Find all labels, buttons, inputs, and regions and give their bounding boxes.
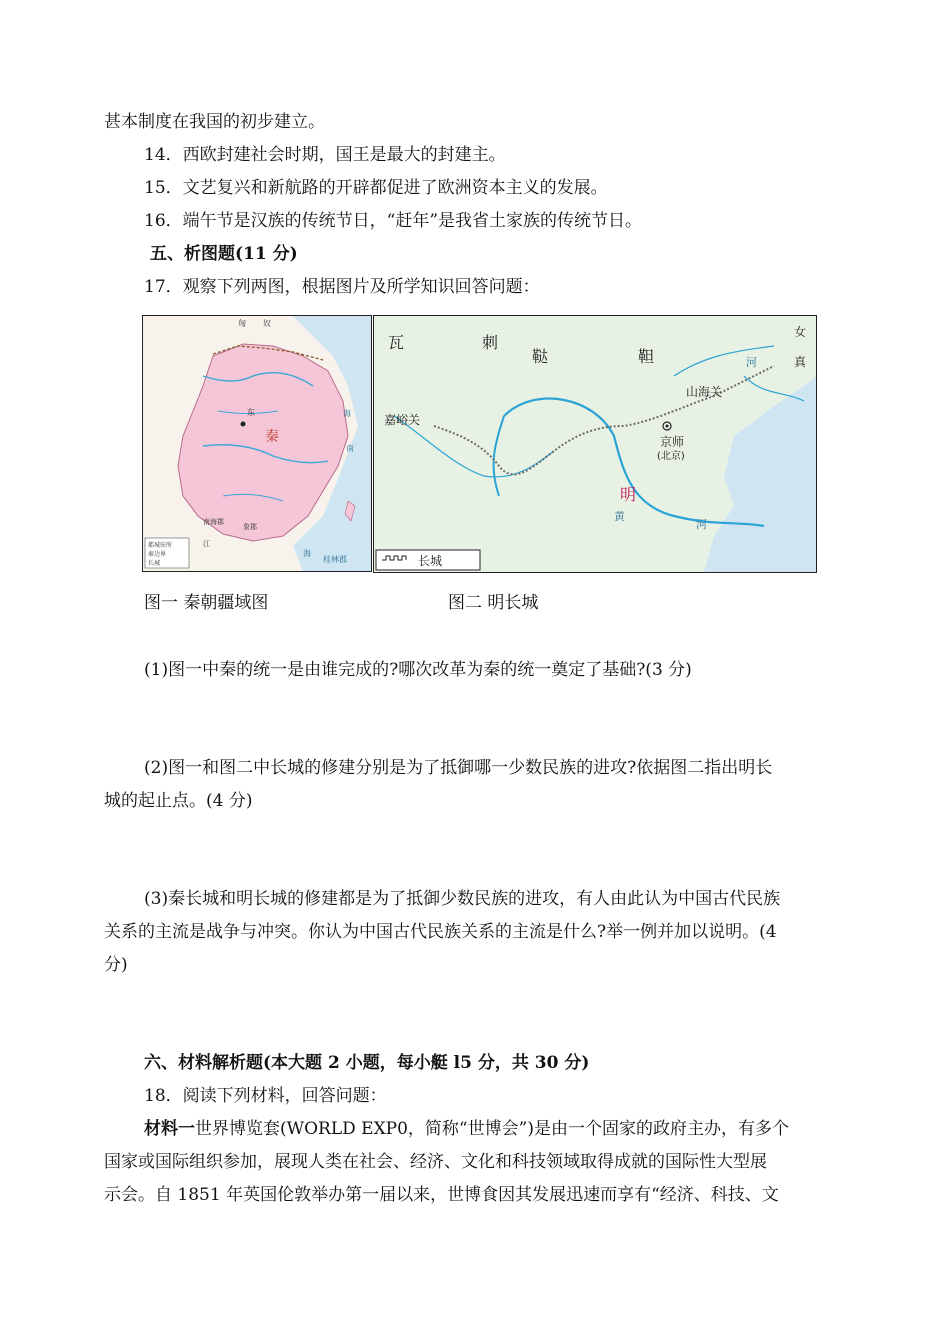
map2-label-zhen: 真 <box>794 355 807 369</box>
map2-title-ming: 明 <box>620 485 637 504</box>
map2-label-shanhaiguan: 山海关 <box>686 385 723 399</box>
map2-label-wa: 瓦 <box>388 333 405 352</box>
material-one-line3: 示会。自 1851 年英国伦敦举办第一届以来，世博食因其发展迅速而享有“经济、科技、文 <box>104 1185 779 1205</box>
map2-label-la: 刺 <box>482 333 499 352</box>
section-five-heading: 五、析图题(11 分) <box>150 244 298 264</box>
map1-title-qin: 秦 <box>265 429 279 445</box>
map1-label-nan: 海 <box>303 549 311 558</box>
text-line: 甚本制度在我国的初步建立。 <box>104 112 325 132</box>
map1-label-dong: 海 <box>343 409 351 418</box>
map1-legend-wall: 长城 <box>148 560 161 567</box>
map1-legend-border: 秦边界 <box>148 551 167 558</box>
section-six-heading: 六、材料解析题(本大题 2 小题，每小艇 l5 分，共 30 分) <box>144 1053 590 1073</box>
sub-question-3-line1: (3)秦长城和明长城的修建都是为了抵御少数民族的进攻，有人由此认为中国古代民族 <box>144 889 781 909</box>
statement-16: 16．端午节是汉族的传统节日，“赶年”是我省土家族的传统节日。 <box>144 211 643 231</box>
figure1-caption: 图一 秦朝疆域图 <box>144 593 269 613</box>
map1-label-hai2: 桂林郡 <box>323 555 347 564</box>
map2-label-jiayuguan: 嘉峪关 <box>384 413 421 427</box>
material-one-text: 世界博览套(WORLD EXP0，简称“世博会”)是由一个固家的政府主办，有多个 <box>195 1119 789 1139</box>
map1-label-xiang: 江 <box>203 540 210 548</box>
map2-label-huang: 黄 <box>614 510 625 523</box>
sub-question-3-line2: 关系的主流是战争与冲突。你认为中国古代民族关系的主流是什么?举一例并加以说明。(4 <box>104 922 777 942</box>
qin-territory-map <box>142 315 372 572</box>
map1-label-hai1: 南 <box>346 444 354 453</box>
map2-legend-wall: 长城 <box>418 554 443 568</box>
map2-label-nu: 女 <box>794 325 807 339</box>
map2-label-he1: 河 <box>696 518 707 531</box>
material-one-line2: 国家或国际组织参加，展现人类在社会、经济、文化和科技领域取得成就的国际性大型展 <box>104 1152 767 1172</box>
map2-label-he2: 河 <box>746 356 757 369</box>
map2-label-dan: 靼 <box>638 347 655 366</box>
map1-label-nanhai: 象郡 <box>243 523 257 531</box>
statement-14: 14．西欧封建社会时期，国王是最大的封建主。 <box>144 145 506 165</box>
question-18: 18．阅读下列材料，回答问题： <box>144 1086 387 1106</box>
map1-label-nu: 奴 <box>263 319 271 328</box>
sub-question-1: (1)图一中秦的统一是由谁完成的?哪次改革为秦的统一奠定了基础?(3 分) <box>144 660 692 680</box>
map1-label-guilin: 南海郡 <box>203 518 224 526</box>
map1-legend-capital: 都城驻所 <box>148 542 173 549</box>
statement-15: 15．文艺复兴和新航路的开辟都促进了欧洲资本主义的发展。 <box>144 178 608 198</box>
figure2-caption: 图二 明长城 <box>448 593 539 613</box>
material-one-line1 <box>144 1117 789 1141</box>
map2-label-jingshi: 京师 <box>660 435 685 449</box>
sub-question-2-line2: 城的起止点。(4 分) <box>104 791 253 811</box>
sub-question-3-line3: 分) <box>104 955 128 975</box>
question-17: 17．观察下列两图，根据图片及所学知识回答问题： <box>144 277 540 297</box>
map1-label-xiong: 匈 <box>238 319 246 328</box>
material-one-label: 材料一 <box>144 1119 195 1139</box>
map2-label-beijing: (北京) <box>657 451 685 462</box>
sub-question-2-line1: (2)图一和图二中长城的修建分别是为了抵御哪一少数民族的进攻?依据图二指出明长 <box>144 758 773 778</box>
map2-label-da: 鞑 <box>532 347 549 366</box>
map1-label-xianyang: 东 <box>247 408 255 417</box>
ming-great-wall-map <box>373 315 817 573</box>
